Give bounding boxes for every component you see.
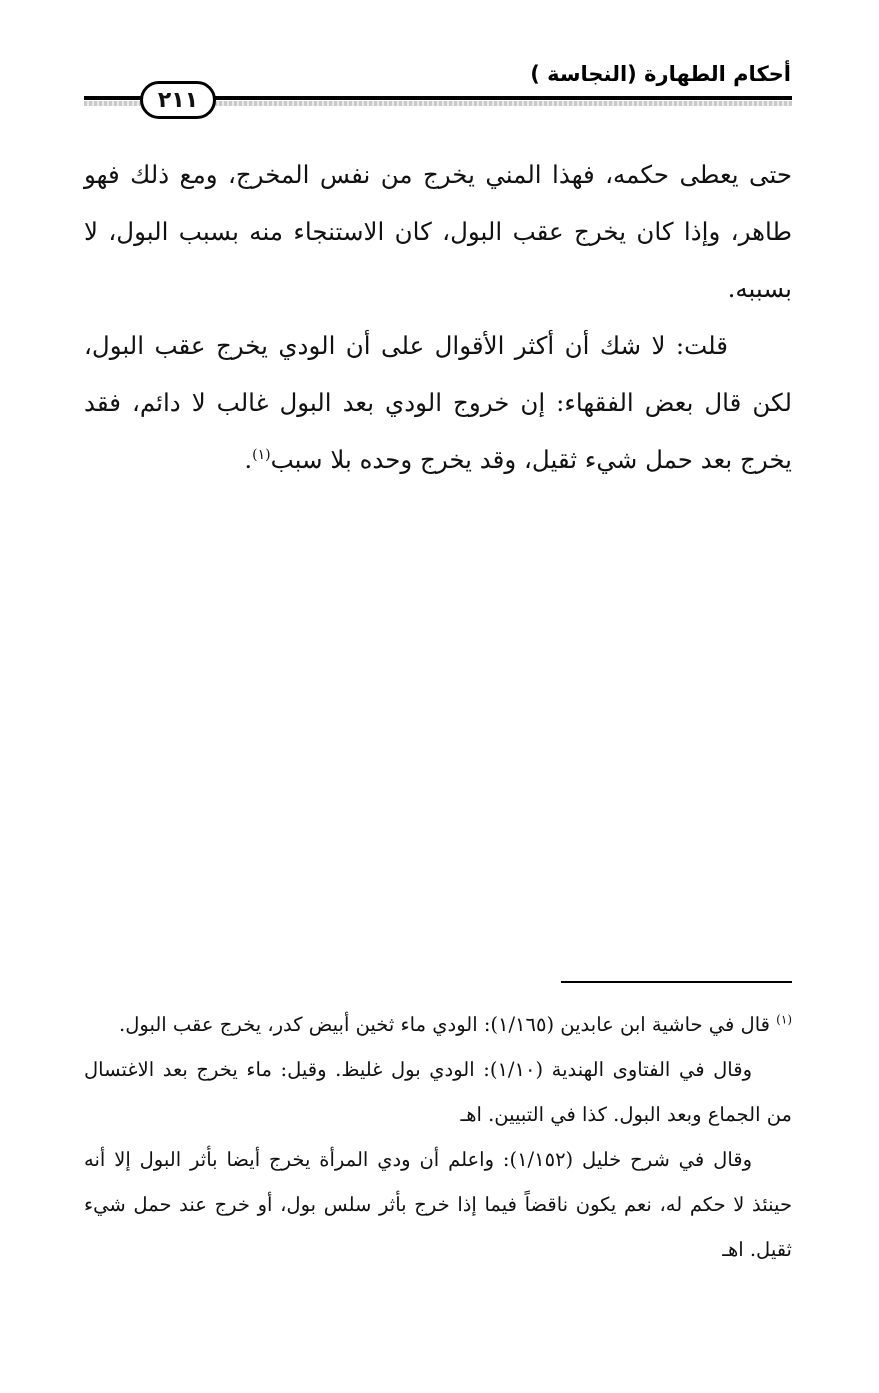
page-number: ٢١١ xyxy=(157,87,199,113)
paragraph-2-text: قلت: لا شك أن أكثر الأقوال على أن الودي يخرج عقب البول، لكن قال بعض الفقهاء: إن خروج الودي بعد البول غالب لا دائم، فقد يخرج بعد حمل شيء ثقيل، وقد يخرج وحده بلا سبب xyxy=(84,331,792,474)
paragraph-1: حتى يعطى حكمه، فهذا المني يخرج من نفس المخرج، ومع ذلك فهو طاهر، وإذا كان يخرج عقب البول، كان الاستنجاء منه بسبب البول، لا بسببه. xyxy=(84,160,792,303)
footnote-reference: (١) xyxy=(252,446,271,463)
paragraph-2-end: . xyxy=(244,445,253,474)
paragraph-2 xyxy=(84,317,792,488)
footnote-1 xyxy=(84,1002,792,1047)
footnote-1-text: قال في حاشية ابن عابدين (١/١٦٥): الودي ماء ثخين أبيض كدر، يخرج عقب البول. xyxy=(119,1013,770,1036)
running-header-title: أحكام الطهارة (النجاسة ) xyxy=(530,62,791,86)
page-number-badge xyxy=(140,81,216,119)
footnotes-section xyxy=(84,1002,792,1272)
footnote-3: وقال في شرح خليل (١/١٥٢): واعلم أن ودي المرأة يخرج أيضا بأثر البول إلا أنه حينئذ لا حكم له، نعم يكون ناقضاً فيما إذا خرج بأثر سلس بول، أو خرج عند حمل شيء ثقيل. اهـ xyxy=(84,1148,792,1261)
footnote-separator xyxy=(561,981,792,983)
footnote-2: وقال في الفتاوى الهندية (١/١٠): الودي بول غليظ. وقيل: ماء يخرج بعد الاغتسال من الجماع وبعد البول. كذا في التبيين. اهـ xyxy=(84,1058,792,1126)
main-text xyxy=(84,146,792,488)
footnote-marker: (١) xyxy=(776,1012,792,1027)
